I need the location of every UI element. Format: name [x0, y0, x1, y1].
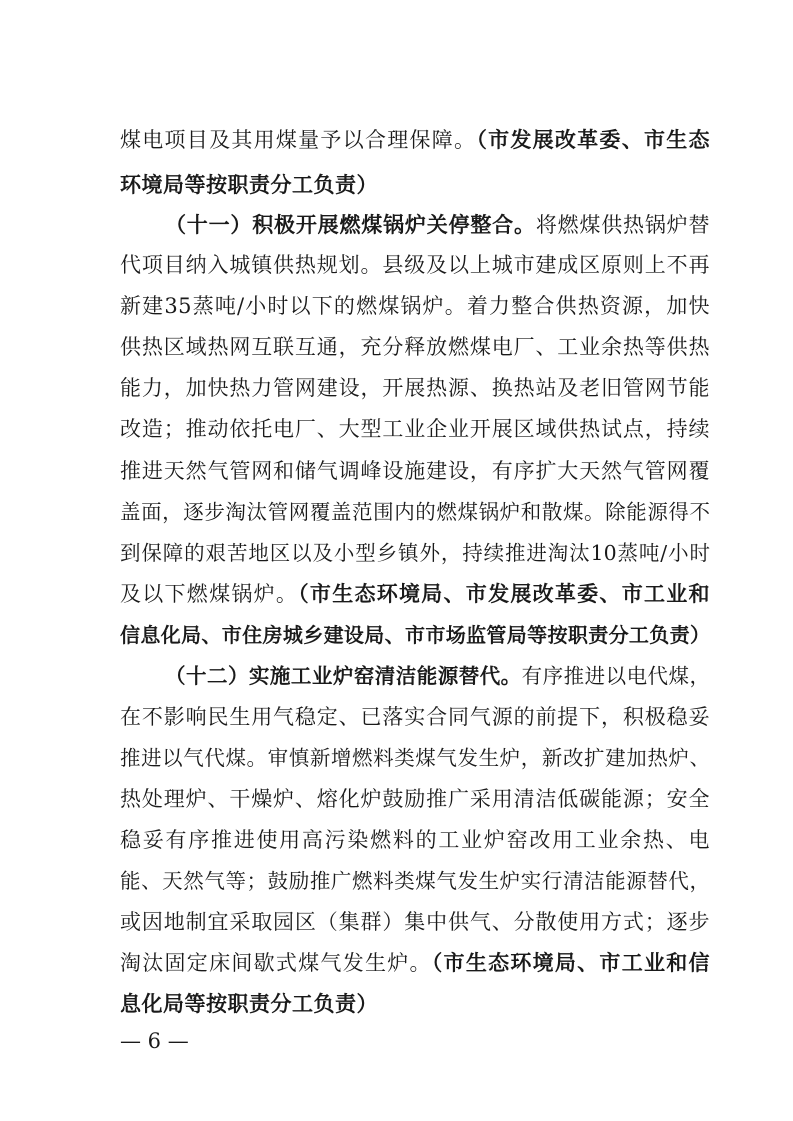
text-line: 煤电项目及其用煤量予以合理保障。（市发展改革委、市生态 — [120, 128, 711, 152]
text-line: 热处理炉、干燥炉、熔化炉鼓励推广采用清洁低碳能源；安全 — [120, 787, 710, 811]
page-number: — 6 — — [120, 1029, 189, 1053]
text-line: 供热区域热网互联互通，充分释放燃煤电厂、工业余热等供热 — [120, 335, 710, 359]
text-line: 盖面，逐步淘汰管网覆盖范围内的燃煤锅炉和散煤。除能源得不 — [120, 500, 710, 524]
text-line: 息化局等按职责分工负责） — [120, 992, 378, 1016]
text-line: 及以下燃煤锅炉。（市生态环境局、市发展改革委、市工业和 — [120, 582, 711, 606]
text-line: 淘汰固定床间歇式煤气发生炉。（市生态环境局、市工业和信 — [120, 951, 711, 975]
text-line: 推进天然气管网和储气调峰设施建设，有序扩大天然气管网覆 — [120, 459, 710, 483]
text-line: 改造；推动依托电厂、大型工业企业开展区域供热试点，持续 — [120, 417, 710, 441]
text-line: 或因地制宜采取园区（集群）集中供气、分散使用方式；逐步 — [120, 910, 710, 934]
text-line: 到保障的艰苦地区以及小型乡镇外，持续推进淘汰10蒸吨/小时 — [120, 541, 710, 565]
text-line: 环境局等按职责分工负责） — [120, 173, 378, 197]
text-line: 能力，加快热力管网建设，开展热源、换热站及老旧管网节能 — [120, 376, 710, 400]
text-line: 新建35蒸吨/小时以下的燃煤锅炉。着力整合供热资源，加快 — [120, 294, 710, 318]
text-line: 代项目纳入城镇供热规划。县级及以上城市建成区原则上不再 — [120, 253, 710, 277]
text-line: 在不影响民生用气稳定、已落实合同气源的前提下，积极稳妥 — [120, 705, 710, 729]
section-heading-line: （十一）积极开展燃煤锅炉关停整合。将燃煤供热锅炉替 — [165, 213, 710, 237]
text-line: 稳妥有序推进使用高污染燃料的工业炉窑改用工业余热、电 — [120, 828, 710, 852]
text-line: 推进以气代煤。审慎新增燃料类煤气发生炉，新改扩建加热炉、 — [120, 746, 710, 770]
section-heading-line: （十二）实施工业炉窑清洁能源替代。有序推进以电代煤， — [165, 664, 711, 688]
text-line: 能、天然气等；鼓励推广燃料类煤气发生炉实行清洁能源替代， — [120, 869, 710, 893]
text-line: 信息化局、市住房城乡建设局、市市场监管局等按职责分工负责） — [120, 623, 710, 647]
